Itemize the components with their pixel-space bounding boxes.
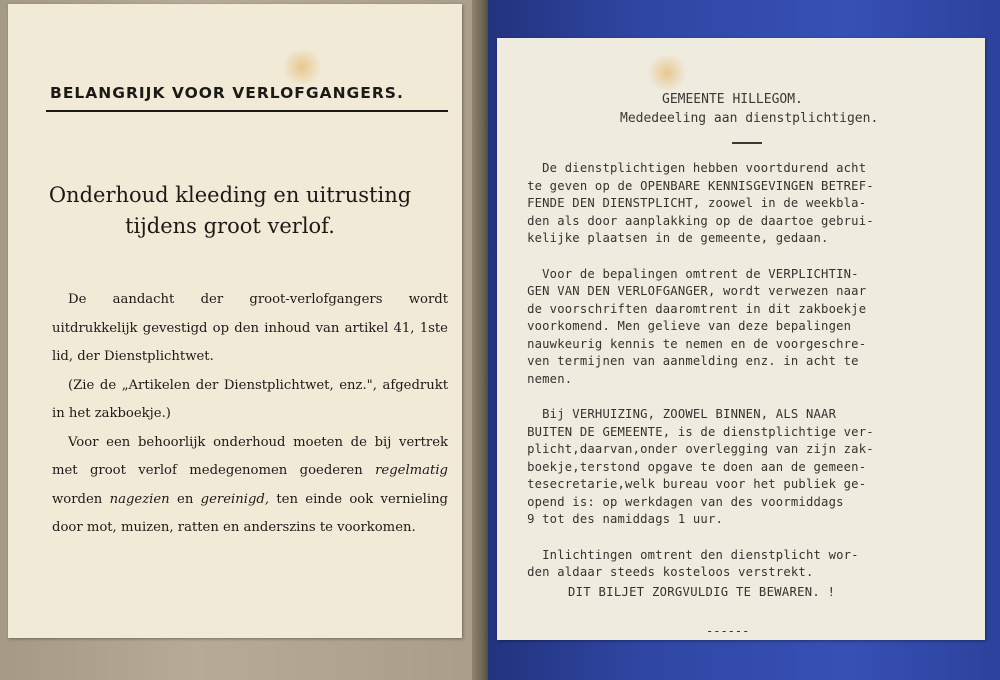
notice-subtitle: Mededeeling aan dienstplichtigen. (620, 111, 879, 126)
stain-mark (645, 56, 689, 90)
end-mark: ------ (706, 624, 750, 638)
title-line-1: Onderhoud kleeding en uitrusting (48, 183, 412, 207)
left-paragraph-1: De aandacht der groot-verlofgangers wordt uitdrukkelijk gevestigd op den inhoud van artikel 41, 1ste lid, der Dienstplichtwet. (52, 292, 448, 364)
right-notice-body (512, 160, 982, 600)
para3-text-c: en (169, 491, 201, 507)
right-paragraph-3: Bij VERHUIZING, ZOOWEL BINNEN, ALS NAAR BUITEN DE GEMEENTE, is de dienstplichtige ver- plicht,daarvan,onder overlegging van zijn zak- boekje,terstond opgave te doen aan de gemeen- tesecretarie,welk bureau voor het publiek ge- opend is: op werkdagen van des voormiddags 9 tot des namiddags 1 uur. (527, 407, 874, 526)
header-divider (732, 142, 762, 144)
para3-emphasis-2: nagezien (109, 491, 170, 507)
para3-text-d: ten einde ook vernieling door mot, muizen, ratten en anderszins te voorkomen. (52, 491, 449, 535)
right-paragraph-4: Inlichtingen omtrent den dienstplicht wor- den aldaar steeds kosteloos verstrekt. (527, 547, 859, 579)
right-notice-footer: DIT BILJET ZORGVULDIG TE BEWAREN. ! (568, 585, 836, 599)
left-notice-title (30, 180, 430, 242)
left-notice-body (52, 286, 448, 543)
heading-rule (46, 110, 448, 112)
stain-mark (280, 50, 324, 84)
municipality-title: GEMEENTE HILLEGOM. (662, 92, 803, 107)
para3-text-b: worden (52, 491, 110, 507)
right-paragraph-1: De dienstplichtigen hebben voortdurend acht te geven op de OPENBARE KENNISGEVINGEN BETREF- FENDE DEN DIENSTPLICHT, zoowel in de weekbla- den als door aanplakking op de daartoe gebrui- kelijke plaatsen in de gemeente, gedaan. (527, 161, 874, 245)
para3-emphasis-1: regelmatig (375, 463, 448, 478)
title-line-2: tijdens groot verlof. (125, 214, 335, 238)
left-paragraph-3 (52, 429, 448, 543)
right-notice-header (620, 90, 980, 128)
para3-emphasis-3: gereinigd, (200, 491, 270, 507)
right-paragraph-2: Voor de bepalingen omtrent de VERPLICHTIN- GEN VAN DEN VERLOFGANGER, wordt verwezen naar de voorschriften daaromtrent in dit zakboekje voorkomend. Men gelieve van deze bepalingen nauwkeurig kennis te nemen en de voorgeschre- ven termijnen van aanmelding enz. in acht te nemen. (527, 266, 867, 386)
left-paragraph-2: (Zie de „Artikelen der Dienstplichtwet, enz.", afgedrukt in het zakboekje.) (52, 377, 448, 421)
para3-text-a: Voor een behoorlijk onderhoud moeten de bij vertrek met groot verlof medegenomen goederen (52, 434, 448, 478)
left-notice-heading: BELANGRIJK VOOR VERLOFGANGERS. (50, 84, 404, 102)
